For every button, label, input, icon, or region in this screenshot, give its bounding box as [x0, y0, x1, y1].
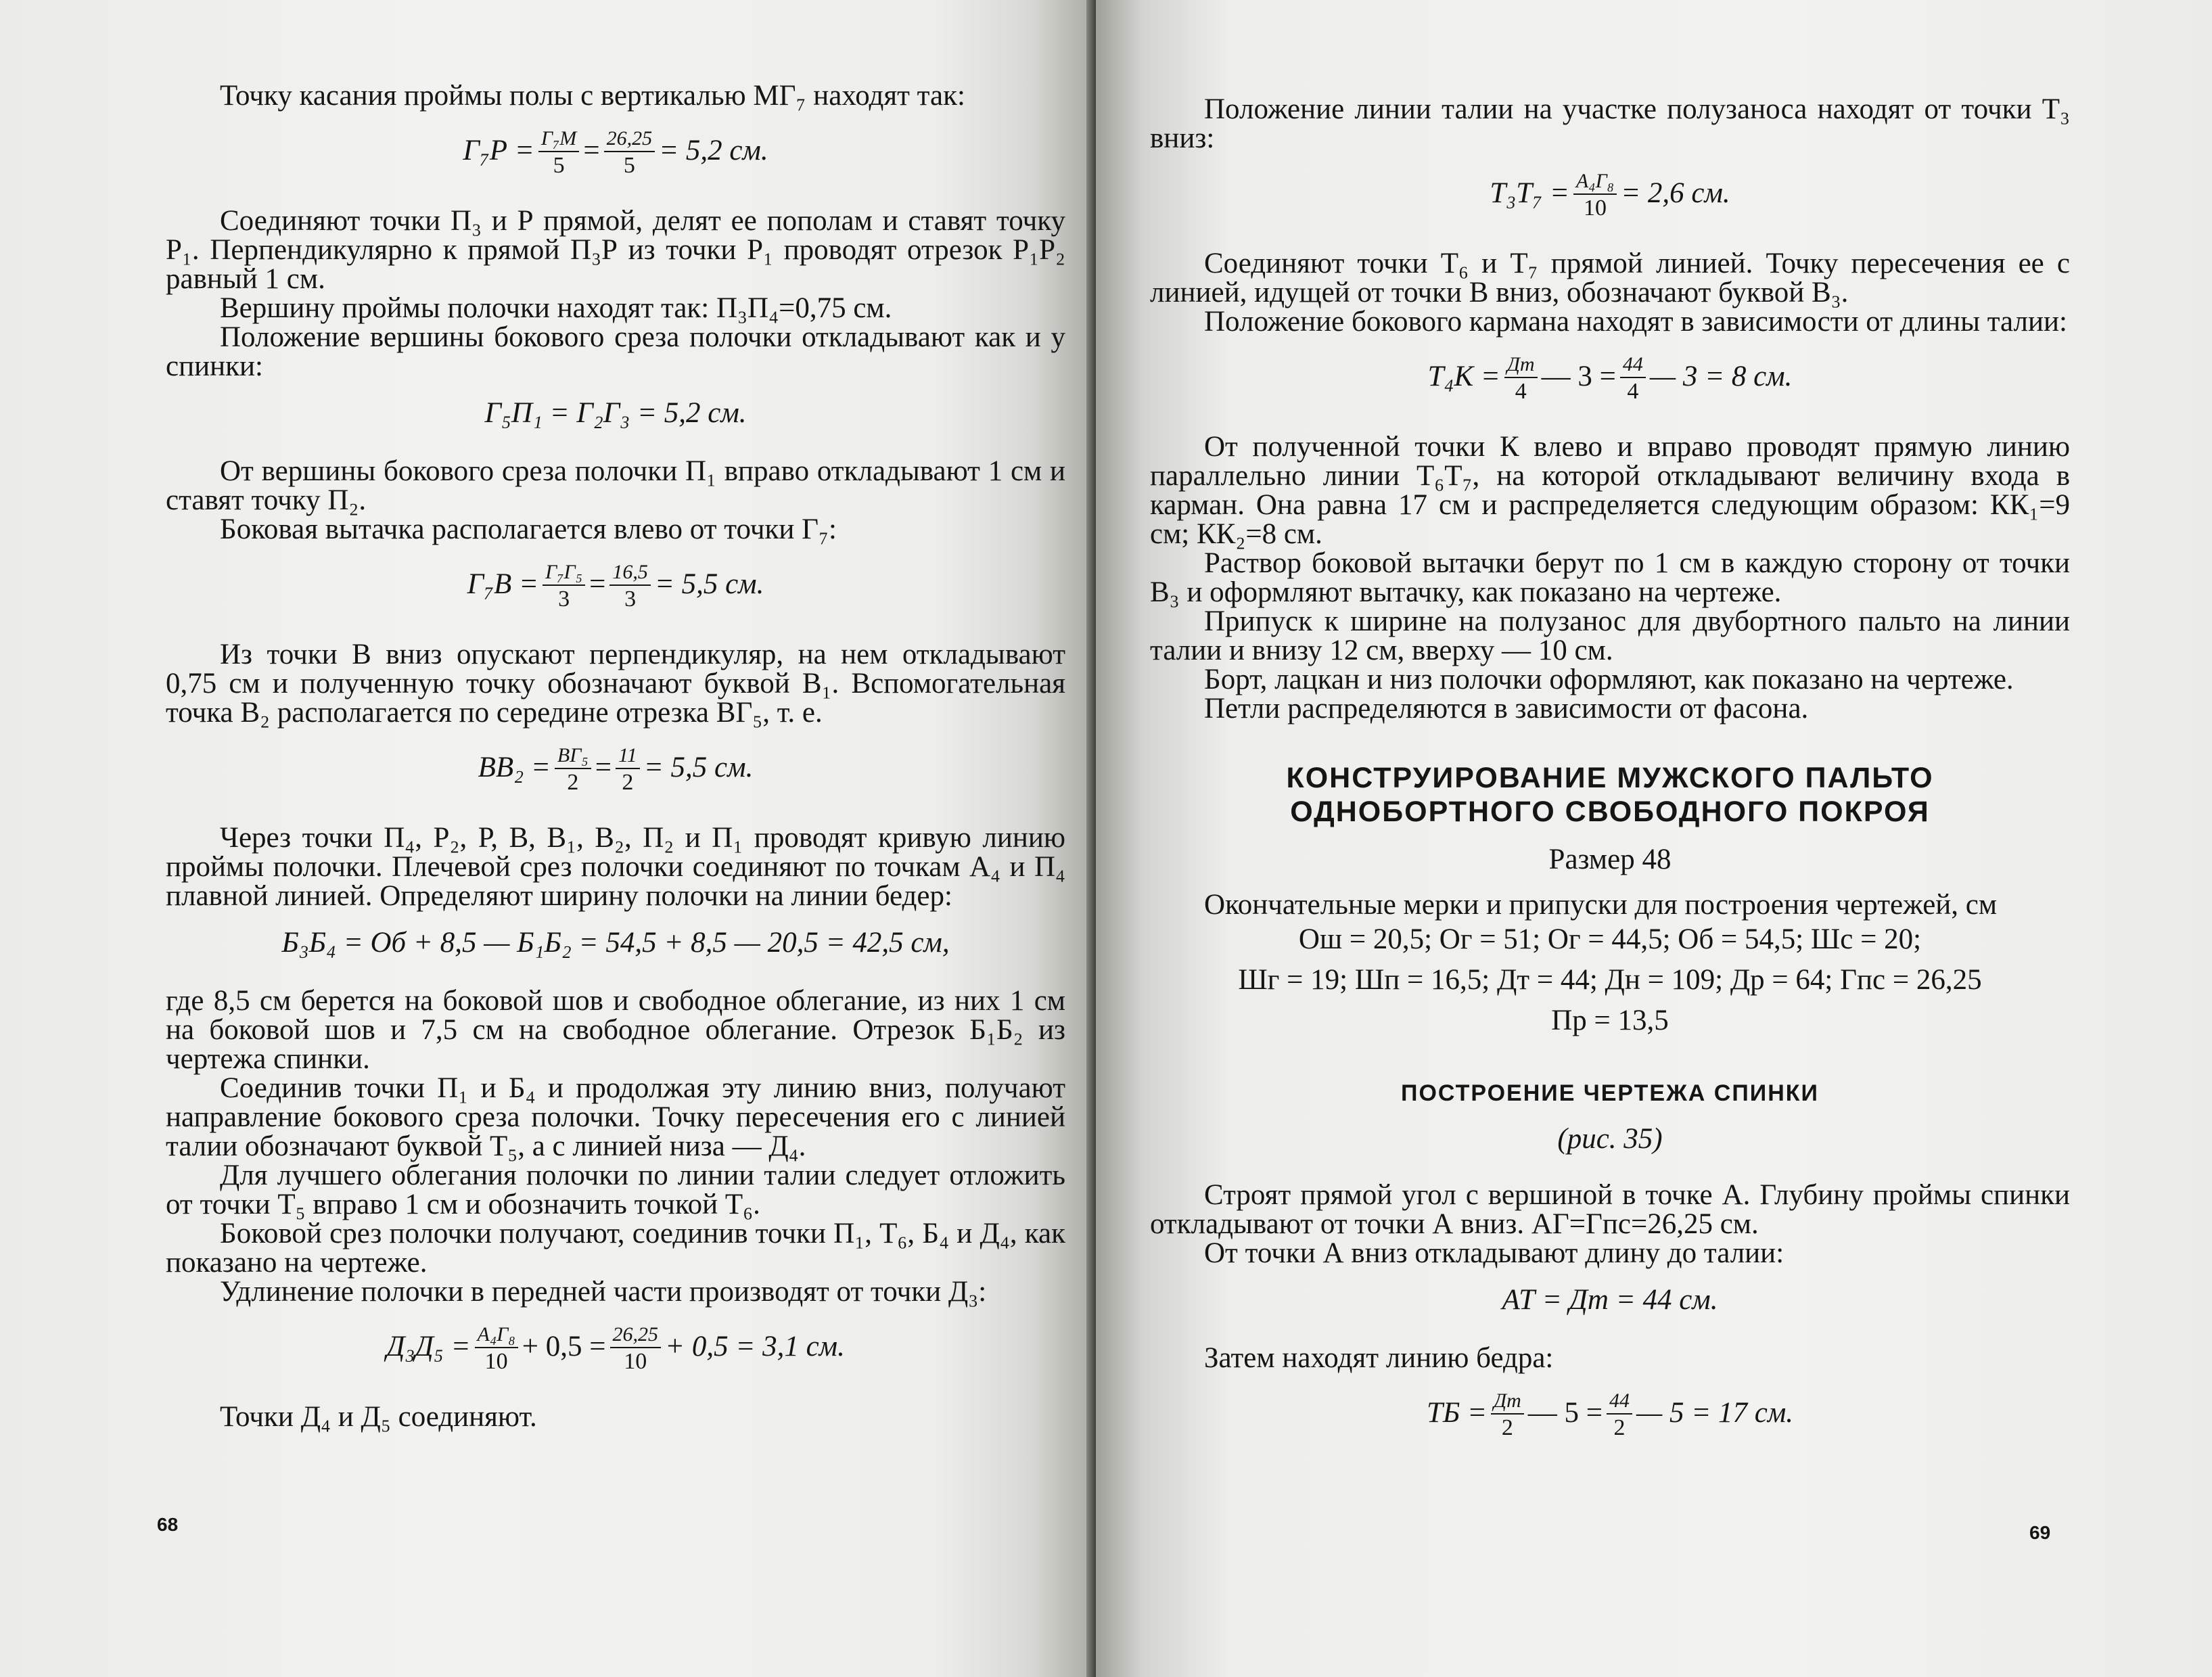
subsection-title: ПОСТРОЕНИЕ ЧЕРТЕЖА СПИНКИ	[1401, 1080, 1819, 1106]
paragraph: Петли распределяются в зависимости от фасона.	[1204, 693, 1809, 725]
fraction-denominator: 3	[624, 587, 637, 612]
section-title-line2: ОДНОБОРТНОГО СВОБОДНОГО ПОКРОЯ	[1290, 796, 1930, 828]
formula-operator: + 0,5 =	[522, 1330, 606, 1362]
fraction-denominator: 10	[1583, 196, 1607, 221]
formula-lhs: Д₃Д₅ =	[386, 1330, 471, 1362]
size-label: Размер 48	[1548, 844, 1672, 875]
paragraph: Для лучшего облегания полочки по линии талии следует отложить от точки Т₅ вправо 1 см и обозначить точкой Т₆.	[166, 1159, 1065, 1220]
formula-operator: =	[595, 751, 612, 783]
fraction-denominator: 10	[484, 1349, 508, 1374]
fraction-denominator: 3	[558, 587, 570, 612]
formula-lhs: Т₃Т₇ =	[1490, 177, 1569, 209]
fraction-denominator: 2	[567, 770, 579, 795]
paragraph: Удлинение полочки в передней части производят от точки Д₃:	[220, 1276, 987, 1308]
page-number-right: 69	[2029, 1522, 2051, 1543]
formula	[1150, 352, 2070, 405]
fraction-denominator: 2	[1613, 1415, 1626, 1440]
page-number-left: 68	[157, 1514, 179, 1535]
formula-lhs: Г₇В =	[467, 568, 539, 600]
formula	[166, 560, 1065, 613]
left-page	[0, 0, 1096, 1677]
left-page-text	[166, 0, 1065, 1431]
formula-operator: =	[583, 134, 600, 166]
fraction	[475, 1323, 518, 1375]
paragraph: Соединяют точки П₃ и Р прямой, делят ее пополам и ставят точку Р₁. Перпендикулярно к прямой П₃Р из точки Р₁ проводят отрезок Р₁Р₂ равный 1 см.	[166, 205, 1065, 295]
measures-line2: Шг = 19; Шп = 16,5; Дт = 44; Дн = 109; Др = 64; Гпс = 26,25	[1238, 964, 1982, 996]
fraction	[1573, 169, 1617, 222]
formula-operator: — 5 =	[1527, 1396, 1603, 1429]
fraction-numerator: Г₇М	[538, 127, 580, 152]
fraction	[1607, 1389, 1632, 1442]
fraction	[610, 1323, 662, 1375]
section-title-line1: КОНСТРУИРОВАНИЕ МУЖСКОГО ПАЛЬТО	[1286, 762, 1934, 794]
fraction	[609, 560, 651, 613]
paragraph: Точки Д₄ и Д₅ соединяют.	[220, 1401, 537, 1433]
formula-lhs: Т₄К =	[1427, 360, 1500, 392]
paragraph: Точку касания проймы полы с вертикалью МГ₇ находят так:	[220, 80, 965, 112]
formula-result: = 5,2 см.	[659, 134, 768, 166]
fraction-numerator: 26,25	[610, 1323, 662, 1348]
measures-line3: Пр = 13,5	[1551, 1005, 1669, 1036]
paragraph: От вершины бокового среза полочки П₁ вправо откладывают 1 см и ставят точку П₂.	[166, 455, 1065, 516]
fraction-denominator: 5	[553, 153, 565, 178]
subsection-figure-ref: (рис. 35)	[1557, 1123, 1663, 1155]
paragraph: Соединяют точки Т₆ и Т₇ прямой линией. Точку пересечения ее с линией, идущей от точки В вниз, обозначают буквой В₃.	[1150, 248, 2070, 308]
formula: Г₅П₁ = Г₂Г₃ = 5,2 см.	[484, 397, 747, 429]
fraction-numerator: 44	[1620, 352, 1646, 378]
fraction-numerator: А₄Г₈	[475, 1323, 518, 1348]
formula-operator: — 3 =	[1541, 360, 1616, 392]
fraction	[555, 743, 591, 796]
fraction-denominator: 2	[622, 770, 634, 795]
fraction	[543, 560, 585, 613]
paragraph: Вершину проймы полочки находят так: П₃П₄=0,75 см.	[220, 292, 892, 324]
fraction-denominator: 4	[1515, 379, 1527, 404]
measures-line1: Ош = 20,5; Ог = 51; Ог = 44,5; Об = 54,5; Шс = 20;	[1298, 923, 1922, 955]
right-bottom-blocks	[1150, 1180, 2070, 1469]
fraction-numerator: 44	[1607, 1389, 1632, 1415]
paragraph: Положение бокового кармана находят в зависимости от длины талии:	[1204, 306, 2067, 338]
formula-result: — 3 = 8 см.	[1649, 360, 1793, 392]
paragraph: Через точки П₄, Р₂, Р, В, В₁, В₂, П₂ и П₁ проводят кривую линию проймы полочки. Плечевой срез полочки соединяют по точкам А₄ и П₄ плавной линией. Определяют ширину полочки на линии бедер:	[166, 822, 1065, 912]
fraction-denominator: 5	[623, 153, 635, 178]
right-page-text	[1150, 0, 2070, 1469]
fraction-denominator: 2	[1501, 1415, 1513, 1440]
fraction-numerator: 16,5	[609, 560, 651, 586]
paragraph: Боковой срез полочки получают, соединив точки П₁, Т₆, Б₄ и Д₄, как показано на чертеже.	[166, 1218, 1065, 1279]
fraction-numerator: 11	[616, 743, 640, 769]
paragraph: Раствор боковой вытачки берут по 1 см в каждую сторону от точки В₃ и оформляют вытачку, как показано на чертеже.	[1150, 547, 2070, 608]
fraction	[616, 743, 640, 796]
fraction-numerator: ВГ₅	[555, 743, 591, 769]
paragraph: Борт, лацкан и низ полочки оформляют, как показано на чертеже.	[1204, 664, 2014, 695]
formula-result: + 0,5 = 3,1 см.	[665, 1330, 845, 1362]
paragraph: Из точки В вниз опускают перпендикуляр, на нем откладывают 0,75 см и полученную точку обозначают буквой В₁. Вспомогательная точка В₂ располагается по середине отрезка ВГ₅, т. е.	[166, 639, 1065, 729]
fraction-numerator: Дт	[1491, 1389, 1524, 1415]
paragraph: Строят прямой угол с вершиной в точке А. Глубину проймы спинки откладывают от точки А вниз. АГ=Гпс=26,25 см.	[1150, 1179, 2070, 1240]
fraction	[1491, 1389, 1524, 1442]
formula-result: = 2,6 см.	[1621, 177, 1730, 209]
formula	[1150, 169, 2070, 222]
formula-result: = 5,5 см.	[654, 568, 764, 600]
formula	[166, 127, 1065, 179]
paragraph: Боковая вытачка располагается влево от точки Г₇:	[220, 513, 837, 545]
right-page	[1096, 0, 2212, 1677]
formula-lhs: ВВ₂ =	[478, 751, 551, 783]
formula-lhs: Г₇Р =	[463, 134, 534, 166]
fraction-denominator: 10	[624, 1349, 647, 1374]
formula-lhs: ТБ =	[1426, 1396, 1487, 1429]
paragraph: От полученной точки К влево и вправо проводят прямую линию параллельно линии Т₆Т₇, на которой откладывают величину входа в карман. Она равна 17 см и распределяется следующим образом: КК₁=9 см; КК₂=8 см.	[1150, 431, 2070, 550]
fraction	[1504, 352, 1538, 405]
formula	[166, 1323, 1065, 1375]
fraction	[538, 127, 580, 179]
formula	[166, 743, 1065, 796]
fraction-numerator: А₄Г₈	[1573, 169, 1617, 195]
paragraph: Положение линии талии на участке полузаноса находят от точки Т₃ вниз:	[1150, 93, 2070, 154]
formula	[1150, 1389, 2070, 1442]
paragraph: Положение вершины бокового среза полочки откладывают как и у спинки:	[166, 321, 1065, 382]
fraction-denominator: 4	[1627, 379, 1639, 404]
paragraph: Припуск к ширине на полузанос для двубортного пальто на линии талии и внизу 12 см, вверху — 10 см.	[1150, 605, 2070, 666]
fraction	[604, 127, 655, 179]
fraction	[1620, 352, 1646, 405]
fraction-numerator: Дт	[1504, 352, 1538, 378]
formula-operator: =	[589, 568, 606, 600]
paragraph: где 8,5 см берется на боковой шов и свободное облегание, из них 1 см на боковой шов и 7,5 см на свободное облегание. Отрезок Б₁Б₂ из чертежа спинки.	[166, 985, 1065, 1075]
fraction-numerator: 26,25	[604, 127, 655, 152]
formula-result: — 5 = 17 см.	[1636, 1396, 1794, 1429]
formula: Б₃Б₄ = Об + 8,5 — Б₁Б₂ = 54,5 + 8,5 — 20,5 = 42,5 см,	[281, 927, 950, 959]
paragraph: Соединив точки П₁ и Б₄ и продолжая эту линию вниз, получают направление бокового среза полочки. Точку пересечения его с линией талии обозначают буквой Т₅, а с линией низа — Д₄.	[166, 1072, 1065, 1162]
fraction-numerator: Г₇Г₅	[543, 560, 585, 586]
measures-intro: Окончательные мерки и припуски для построения чертежей, см	[1204, 889, 1998, 921]
formula-result: = 5,5 см.	[643, 751, 754, 783]
paragraph: Затем находят линию бедра:	[1204, 1342, 1554, 1374]
paragraph: От точки А вниз откладывают длину до талии:	[1204, 1237, 1784, 1269]
right-top-blocks	[1150, 0, 2070, 723]
formula: АТ = Дт = 44 см.	[1502, 1284, 1718, 1316]
